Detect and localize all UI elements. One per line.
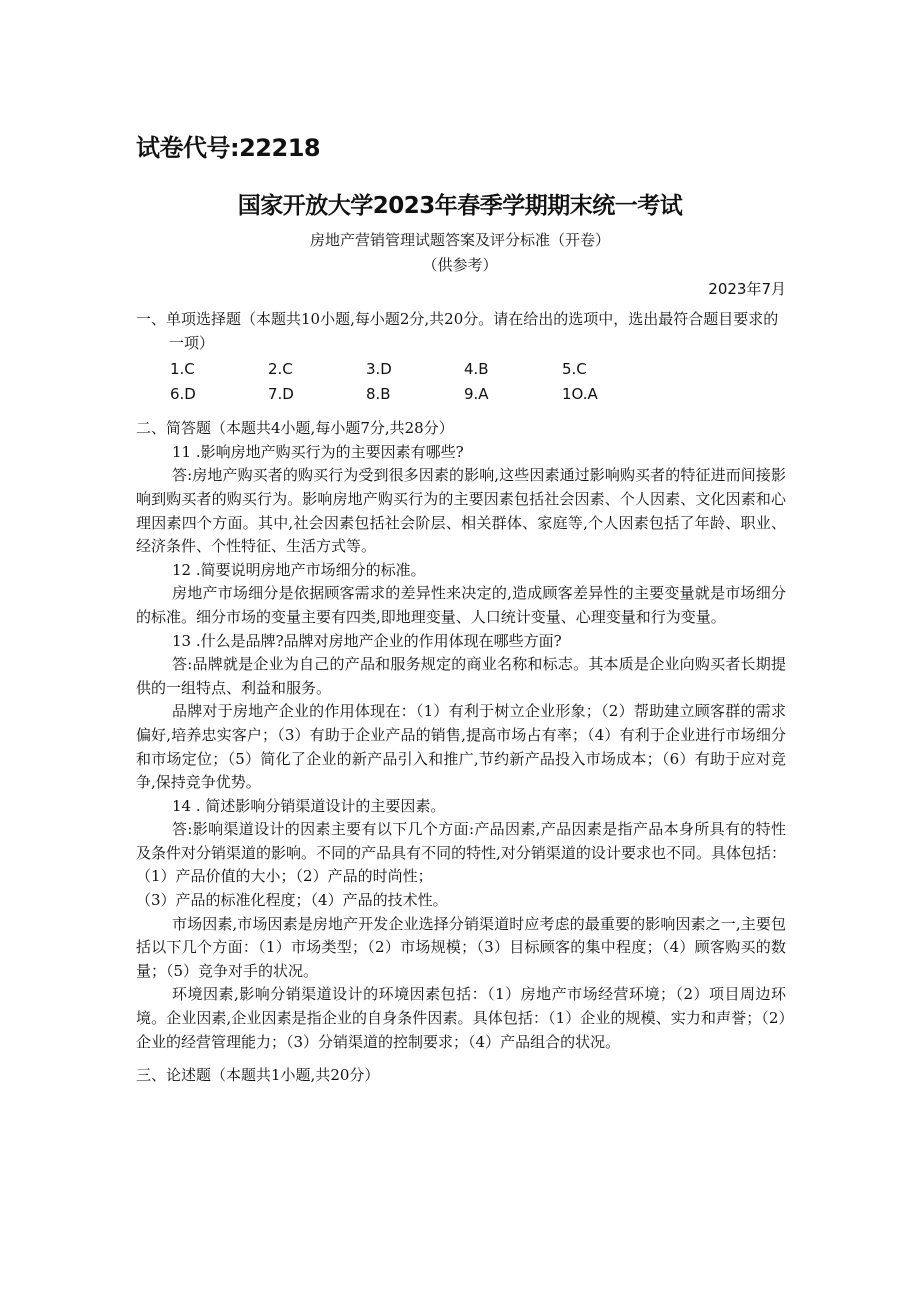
question-13: 13 .什么是品牌?品牌对房地产企业的作用体现在哪些方面? (172, 631, 562, 650)
exam-subtitle: 房地产营销管理试题答案及评分标准（开卷） (309, 231, 610, 249)
choice-answer: 6.D (170, 384, 196, 403)
section-2-heading: 二、简答题（本题共4小题,每小题7分,共28分） (136, 419, 454, 438)
answer-13-part-2: 品牌对于房地产企业的作用体现在：（1）有利于树立企业形象；（2）帮助建立顾客群的需求偏好,培养忠实客户；（3）有助于企业产品的销售,提高市场占有率；（4）有利于企业进行市场细分和市场定位；（5）简化了企业的新产品引入和推广,节约新产品投入市场成本；（6）有助于应对竞争,保持竞争优势。 (136, 702, 786, 792)
question-12: 12 .简要说明房地产市场细分的标准。 (172, 560, 426, 579)
exam-title: 国家开放大学2023年春季学期期末统一考试 (237, 193, 683, 219)
question-14: 14 . 简述影响分销渠道设计的主要因素。 (172, 796, 446, 815)
answer-14-part-1b: （3）产品的标准化程度；（4）产品的技术性。 (136, 891, 448, 910)
answer-12: 房地产市场细分是依据顾客需求的差异性来决定的,造成顾客差异性的主要变量就是市场细分的标准。细分市场的变量主要有四类,即地理变量、人口统计变量、心理变量和行为变量。 (136, 584, 786, 626)
section-3-heading: 三、论述题（本题共1小题,共20分） (136, 1066, 380, 1085)
answer-body (136, 308, 786, 1088)
choice-answer: 9.A (464, 384, 489, 403)
choice-answer: 1O.A (562, 384, 598, 403)
section-1-heading: 一、单项选择题（本题共10小题,每小题2分,共20分。请在给出的选项中，选出最符合题目要求的一项） (136, 310, 779, 352)
answer-11: 答:房地产购买者的购买行为受到很多因素的影响,这些因素通过影响购买者的特征进而间接影响到购买者的购买行为。影响房地产购买行为的主要因素包括社会因素、个人因素、文化因素和心理因素四个方面。其中,社会因素包括社会阶层、相关群体、家庭等,个人因素包括了年龄、职业、经济条件、个性特征、生活方式等。 (136, 466, 786, 556)
choice-answer: 8.B (366, 384, 391, 403)
choice-answer: 3.D (366, 359, 392, 378)
question-11: 11 .影响房地产购买行为的主要因素有哪些? (172, 442, 464, 461)
answer-13-part-1: 答:品牌就是企业为自己的产品和服务规定的商业名称和标志。其本质是企业向购买者长期提供的一组特点、利益和服务。 (136, 655, 786, 697)
choice-answer: 1.C (170, 359, 195, 378)
choice-answer: 2.C (268, 359, 293, 378)
choice-answer: 5.C (562, 359, 587, 378)
exam-date: 2023年7月 (708, 280, 786, 298)
answer-14-part-2: 市场因素,市场因素是房地产开发企业选择分销渠道时应考虑的最重要的影响因素之一,主要包括以下几个方面：（1）市场类型；（2）市场规模；（3）目标顾客的集中程度；（4）顾客购买的数量；（5）竞争对手的状况。 (136, 914, 786, 980)
choice-answer: 7.D (268, 384, 294, 403)
choice-answers (170, 357, 786, 407)
answer-14-part-3: 环境因素,影响分销渠道设计的环境因素包括：（1）房地产市场经营环境；（2）项目周边环境。企业因素,企业因素是指企业的自身条件因素。具体包括：（1）企业的规模、实力和声誉；（2）企业的经营管理能力；（3）分销渠道的控制要求；（4）产品组合的状况。 (136, 985, 786, 1051)
paper-code: 试卷代号:22218 (136, 134, 321, 162)
answer-14-part-1: 答:影响渠道设计的因素主要有以下几个方面:产品因素,产品因素是指产品本身所具有的特性及条件对分销渠道的影响。不同的产品具有不同的特性,对分销渠道的设计要求也不同。具体包括：（1）产品价值的大小；（2）产品的时尚性； (136, 820, 786, 886)
choice-answer: 4.B (464, 359, 489, 378)
choice-row-2 (170, 382, 786, 407)
reference-note: （供参考） (422, 256, 498, 274)
choice-row-1 (170, 357, 786, 382)
